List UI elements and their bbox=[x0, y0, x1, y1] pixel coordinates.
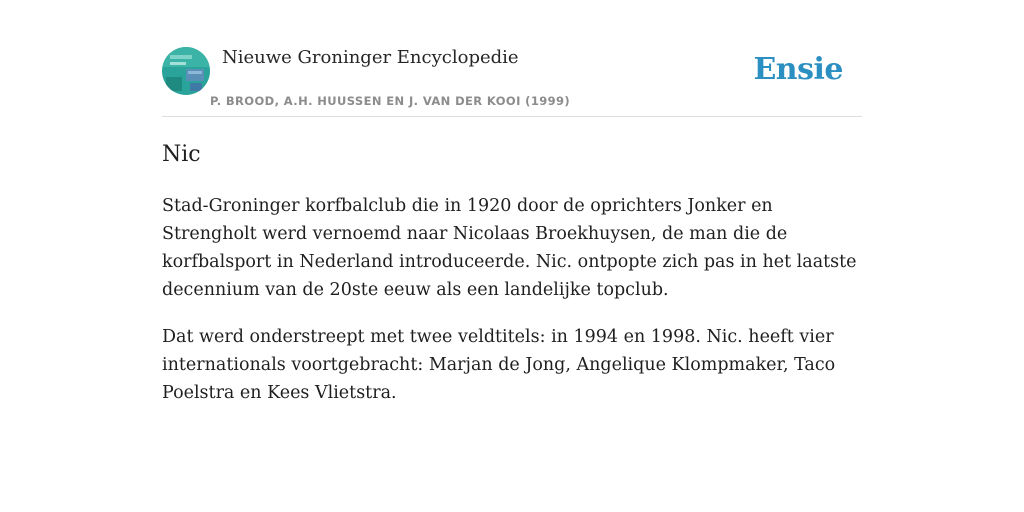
article-paragraph: Stad-Groninger korfbalclub die in 1920 door de oprichters Jonker en Strengholt werd vernoemd naar Nicolaas Broekhuysen, de man die de korfbalsport in Nederland introduceerde. Nic. ontpopte zich pas in het laatste decennium van de 20ste eeuw als een landelijke topclub. bbox=[162, 196, 857, 300]
article-title: Nic bbox=[162, 142, 201, 167]
source-authors: P. BROOD, A.H. HUUSSEN EN J. VAN DER KOOI (1999) bbox=[210, 94, 571, 108]
source-title[interactable]: Nieuwe Groninger Encyclopedie bbox=[222, 47, 519, 68]
brand-logo[interactable]: Ensie bbox=[753, 52, 843, 87]
book-cover-icon[interactable] bbox=[162, 47, 210, 95]
source-header bbox=[162, 40, 862, 117]
article-paragraph: Dat werd onderstreept met twee veldtitels: in 1994 en 1998. Nic. heeft vier internationals voortgebracht: Marjan de Jong, Angelique Klompmaker, Taco Poelstra en Kees Vlietstra. bbox=[162, 327, 836, 403]
article-body bbox=[162, 192, 862, 426]
